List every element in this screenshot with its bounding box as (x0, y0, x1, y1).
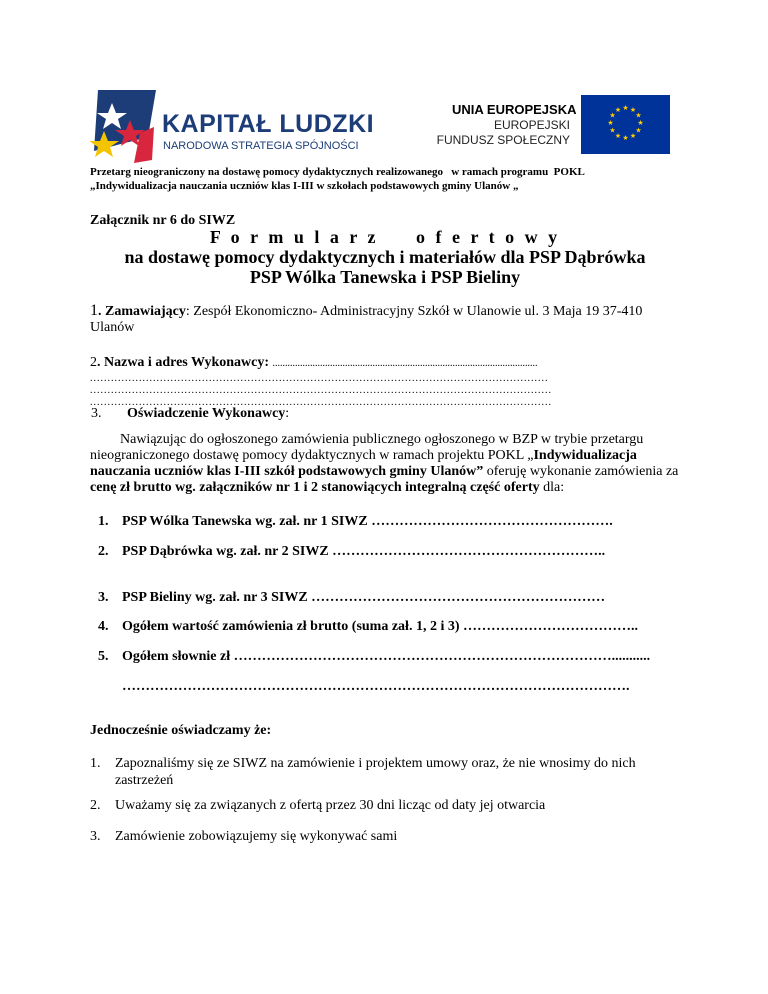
wykonawca-num: 2 (90, 355, 97, 370)
wykonawca-dots-4[interactable]: .................................................................................................................................... (90, 397, 552, 408)
jednoczesnie-heading: Jednocześnie oświadczamy że: (90, 723, 272, 738)
paragraph-text-2: oferuję wykonanie zamówienia za (483, 464, 679, 479)
statement-num: 3. (90, 829, 101, 844)
kapital-ludzki-title: KAPITAŁ LUDZKI (162, 110, 375, 138)
zamawiajacy-section: 1. Zamawiający: Zespół Ekonomiczno- Administracyjny Szkół w Ulanowie ul. 3 Maja 19 37-410 Ulanów (90, 302, 643, 335)
list-item (98, 649, 650, 665)
statement-text: Zapoznaliśmy się ze SIWZ na zamówienie i projektem umowy oraz, że nie wnosimy do nich zastrzeżeń (115, 756, 636, 788)
paragraph-text-1: Nawiązując do ogłoszonego zamówienia publicznego ogłoszonego w BZP w trybie przetargu nieograniczonego dostawę pomocy dydaktycznych w ramach projektu POKL „ (90, 432, 644, 463)
list-item-continuation: ………………………………………………………………………………………………. (122, 679, 630, 694)
attachment-label: Załącznik nr 6 do SIWZ (90, 213, 236, 228)
paragraph-bold-2: cenę zł brutto wg. załączników nr 1 i 2 stanowiących integralną część oferty (90, 480, 540, 495)
statement-item (90, 755, 690, 789)
form-subtitle-line1: na dostawę pomocy dydaktycznych i materiałów dla PSP Dąbrówka (124, 247, 646, 267)
zamawiajacy-label: Zamawiający (105, 304, 186, 319)
svg-text:★: ★ (614, 106, 622, 114)
list-item (98, 514, 613, 530)
offer-paragraph (90, 432, 680, 496)
oswiadczenie-num: 3. (91, 406, 102, 421)
list-item-num: 1. (98, 514, 109, 529)
svg-text:★: ★ (609, 126, 616, 135)
list-item-text: PSP Dąbrówka wg. zał. nr 2 SIWZ ………………………………………………….. (122, 544, 606, 559)
wykonawca-section: 2. Nazwa i adres Wykonawcy: .......................................................................................................... (90, 355, 538, 370)
eu-flag-icon (581, 95, 670, 154)
oswiadczenie-heading (90, 406, 289, 422)
form-subtitle (90, 247, 680, 287)
list-item (98, 619, 638, 635)
list-item-text: Ogółem wartość zamówienia zł brutto (suma zał. 1, 2 i 3) ……………………………….. (122, 619, 638, 634)
ue-subtitle-1: EUROPEJSKI (493, 118, 570, 132)
wykonawca-label: Nazwa i adres Wykonawcy: (104, 355, 270, 370)
svg-text:★: ★ (629, 106, 637, 114)
form-subtitle-line2: PSP Wólka Tanewska i PSP Bieliny (249, 267, 521, 287)
oswiadczenie-label: Oświadczenie Wykonawcy (127, 406, 286, 421)
tender-header-line1: Przetarg nieograniczony na dostawę pomocy dydaktycznych realizowanego w ramach programu POKL (90, 166, 585, 178)
list-item-text: Ogółem słownie zł ………………………………………………………………………........... (122, 649, 651, 664)
tender-header-line2: „Indywidualizacja nauczania uczniów klas I-III w szkołach podstawowych gminy Ulanów „ (90, 180, 519, 192)
statement-text: Uważamy się za związanych z ofertą przez 30 dni licząc od daty jej otwarcia (115, 798, 546, 813)
list-item (98, 544, 605, 560)
ue-title: UNIA EUROPEJSKA (452, 102, 577, 117)
statement-num: 2. (90, 798, 101, 813)
svg-text:★: ★ (635, 126, 642, 135)
oswiadczenie-colon: : (285, 406, 290, 421)
statement-num: 1. (90, 756, 101, 771)
kapital-ludzki-subtitle: NARODOWA STRATEGIA SPÓJNOŚCI (163, 140, 359, 152)
wykonawca-dots-3[interactable]: .................................................................................................................................... (90, 385, 552, 396)
paragraph-bold-1: Indywidualizacja nauczania uczniów klas I-III szkół podstawowych gminy Ulanów” (90, 448, 637, 479)
svg-text:★: ★ (637, 119, 644, 127)
form-title: F o r m u l a r z o f e r t o w y (209, 227, 561, 247)
zamawiajacy-text: : Zespół Ekonomiczno- Administracyjny Szkół w Ulanowie ul. 3 Maja 19 37-410 Ulanów (90, 304, 643, 335)
svg-text:★: ★ (614, 132, 622, 140)
list-item-text: PSP Wólka Tanewska wg. zał. nr 1 SIWZ ……………………………………………. (122, 514, 613, 529)
statement-item (90, 828, 690, 845)
svg-text:★: ★ (629, 132, 637, 140)
statement-text: Zamówienie zobowiązujemy się wykonywać sami (115, 829, 398, 844)
zamawiajacy-num: 1 (90, 302, 98, 319)
list-item (98, 590, 605, 606)
svg-text:★: ★ (622, 134, 629, 142)
svg-text:★: ★ (607, 119, 614, 127)
list-item-num: 5. (98, 649, 109, 664)
wykonawca-dots-2[interactable]: ................................................................................................................................... (90, 373, 549, 384)
list-item-num: 4. (98, 619, 109, 634)
list-item-num: 2. (98, 544, 109, 559)
svg-text:★: ★ (635, 111, 642, 120)
statement-item (90, 797, 690, 814)
svg-text:★: ★ (609, 111, 616, 120)
tender-header (90, 165, 680, 193)
svg-text:★: ★ (622, 104, 629, 112)
list-item-text: PSP Bieliny wg. zał. nr 3 SIWZ ……………………………………………………… (122, 590, 606, 605)
list-item-num: 3. (98, 590, 109, 605)
wykonawca-dots-1[interactable]: .......................................................................................................... (272, 358, 538, 369)
paragraph-text-3: dla: (539, 480, 565, 495)
ue-subtitle-2: FUNDUSZ SPOŁECZNY (436, 133, 570, 147)
